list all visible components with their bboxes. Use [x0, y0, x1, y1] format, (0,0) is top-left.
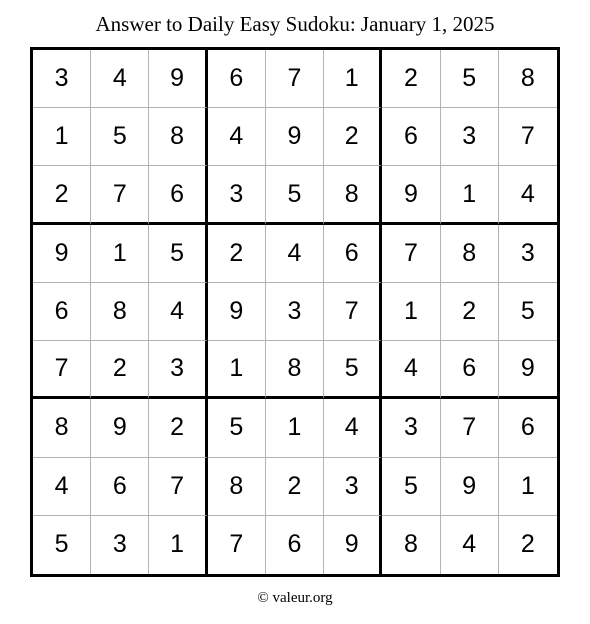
sudoku-cell: 1	[266, 399, 324, 457]
sudoku-cell: 3	[149, 341, 207, 399]
sudoku-cell: 9	[441, 458, 499, 516]
sudoku-cell: 8	[324, 166, 382, 224]
sudoku-cell: 6	[91, 458, 149, 516]
sudoku-cell: 4	[324, 399, 382, 457]
sudoku-cell: 5	[441, 50, 499, 108]
sudoku-cell: 3	[33, 50, 91, 108]
sudoku-cell: 4	[382, 341, 440, 399]
sudoku-cell: 7	[91, 166, 149, 224]
sudoku-cell: 8	[91, 283, 149, 341]
sudoku-cell: 7	[208, 516, 266, 574]
sudoku-cell: 2	[520, 530, 535, 559]
sudoku-cell: 6	[33, 283, 91, 341]
sudoku-cell: 9	[149, 50, 207, 108]
sudoku-cell: 6	[208, 50, 266, 108]
sudoku-cell: 5	[499, 283, 557, 341]
sudoku-cell: 7	[33, 341, 91, 399]
sudoku-cell: 1	[208, 341, 266, 399]
sudoku-cell: 5	[91, 108, 149, 166]
sudoku-cell: 8	[208, 458, 266, 516]
sudoku-cell: 1	[441, 166, 499, 224]
sudoku-cell: 7	[324, 283, 382, 341]
sudoku-grid	[30, 47, 560, 577]
sudoku-cell: 8	[266, 341, 324, 399]
sudoku-cell: 7	[266, 50, 324, 108]
sudoku-cell: 7	[382, 225, 440, 283]
sudoku-cell: 2	[33, 166, 91, 224]
sudoku-cell: 6	[382, 108, 440, 166]
sudoku-cell: 1	[382, 283, 440, 341]
sudoku-cell: 9	[33, 225, 91, 283]
sudoku-cell: 3	[499, 225, 557, 283]
sudoku-cell: 4	[266, 225, 324, 283]
sudoku-cell: 2	[441, 283, 499, 341]
sudoku-cell: 1	[149, 516, 207, 574]
sudoku-cell: 1	[33, 108, 91, 166]
sudoku-cell: 3	[441, 108, 499, 166]
sudoku-cell: 7	[499, 108, 557, 166]
sudoku-cell: 1	[91, 225, 149, 283]
sudoku-cell: 4	[208, 108, 266, 166]
sudoku-cell: 8	[149, 108, 207, 166]
sudoku-cell: 1	[324, 50, 382, 108]
sudoku-cell: 6	[266, 516, 324, 574]
sudoku-cell: 6	[441, 341, 499, 399]
sudoku-cell: 5	[208, 399, 266, 457]
sudoku-cell: 9	[324, 516, 382, 574]
sudoku-cell: 5	[324, 341, 382, 399]
sudoku-cell: 4	[91, 50, 149, 108]
sudoku-cell: 8	[382, 516, 440, 574]
sudoku-cell: 2	[91, 341, 149, 399]
sudoku-cell: 4	[33, 458, 91, 516]
sudoku-cell: 3	[266, 283, 324, 341]
sudoku-cell: 2	[324, 108, 382, 166]
sudoku-cell: 5	[266, 166, 324, 224]
sudoku-cell: 4	[499, 166, 557, 224]
sudoku-cell: 4	[149, 283, 207, 341]
sudoku-cell: 3	[91, 516, 149, 574]
sudoku-cell: 9	[266, 108, 324, 166]
sudoku-cell: 2	[208, 225, 266, 283]
sudoku-cell: 3	[208, 166, 266, 224]
sudoku-cell: 2	[266, 458, 324, 516]
sudoku-cell: 9	[382, 166, 440, 224]
sudoku-cell: 5	[33, 516, 91, 574]
sudoku-cell: 6	[499, 399, 557, 457]
sudoku-cell: 3	[324, 458, 382, 516]
sudoku-cell: 9	[91, 399, 149, 457]
sudoku-cell: 4	[441, 516, 499, 574]
sudoku-cell: 1	[499, 458, 557, 516]
sudoku-cell: 8	[499, 50, 557, 108]
sudoku-cell: 8	[33, 399, 91, 457]
sudoku-cell: 9	[499, 341, 557, 399]
sudoku-cell: 7	[441, 399, 499, 457]
sudoku-cell: 9	[208, 283, 266, 341]
page-title: Answer to Daily Easy Sudoku: January 1, 2025	[95, 12, 495, 36]
sudoku-cell: 2	[382, 50, 440, 108]
sudoku-cell: 2	[149, 399, 207, 457]
sudoku-cell: 6	[324, 225, 382, 283]
sudoku-cell: 5	[149, 225, 207, 283]
sudoku-cell: 5	[382, 458, 440, 516]
sudoku-cell: 3	[382, 399, 440, 457]
sudoku-cell: 8	[441, 225, 499, 283]
sudoku-cell: 7	[149, 458, 207, 516]
sudoku-cell: 6	[149, 166, 207, 224]
copyright-footer: © valeur.org	[257, 590, 333, 606]
